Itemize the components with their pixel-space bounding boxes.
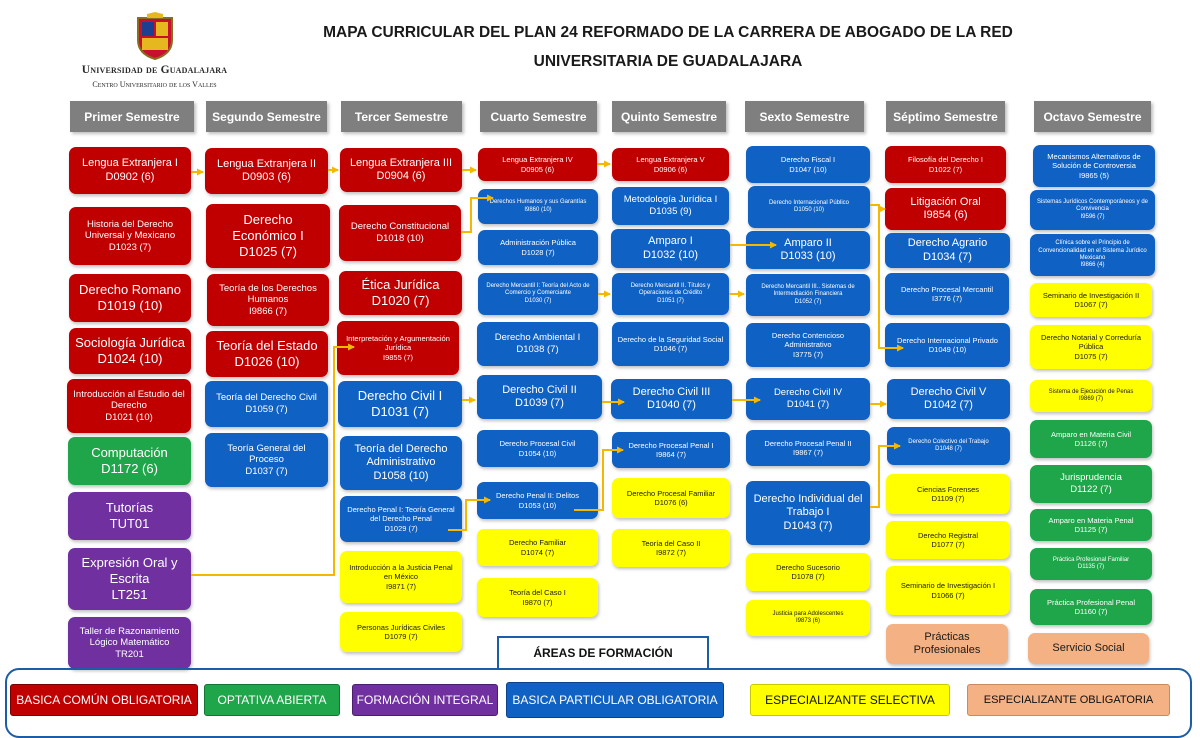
course-derecho-constitucional[interactable]: Derecho Constitucional D1018 (10) bbox=[339, 205, 461, 261]
course-derecho-civil-2[interactable]: Derecho Civil II D1039 (7) bbox=[477, 375, 602, 419]
legend-especializante-selectiva: ESPECIALIZANTE SELECTIVA bbox=[750, 684, 950, 716]
course-justicia-penal-mexico[interactable]: Introducción a la Justicia Penal en México I9871 (7) bbox=[340, 551, 462, 603]
course-derecho-penal-2[interactable]: Derecho Penal II: Delitos D1053 (10) bbox=[477, 482, 598, 519]
course-derecho-mercantil-2[interactable]: Derecho Mercantil II. Títulos y Operaciones de Crédito D1051 (7) bbox=[612, 273, 729, 315]
semester-header-3: Tercer Semestre bbox=[341, 101, 462, 132]
legend-formacion-integral: FORMACIÓN INTEGRAL bbox=[352, 684, 498, 716]
course-teoria-del-caso-2[interactable]: Teoría del Caso II I9872 (7) bbox=[612, 529, 730, 567]
semester-header-8: Octavo Semestre bbox=[1034, 101, 1151, 132]
course-teoria-del-caso-1[interactable]: Teoría del Caso I I9870 (7) bbox=[477, 578, 598, 617]
course-derecho-procesal-mercantil[interactable]: Derecho Procesal Mercantil I3776 (7) bbox=[885, 273, 1009, 315]
course-derecho-mercantil-3[interactable]: Derecho Mercantil III.. Sistemas de Intermediación Financiera D1052 (7) bbox=[746, 274, 870, 316]
course-ciencias-forenses[interactable]: Ciencias Forenses D1109 (7) bbox=[886, 474, 1010, 514]
course-lengua-extranjera-2[interactable]: Lengua Extranjera II D0903 (6) bbox=[205, 148, 328, 194]
course-derecho-notarial[interactable]: Derecho Notarial y Correduría Pública D1075 (7) bbox=[1030, 325, 1152, 369]
course-lengua-extranjera-1[interactable]: Lengua Extranjera I D0902 (6) bbox=[69, 147, 191, 194]
course-interpretacion-argumentacion[interactable]: Interpretación y Argumentación Jurídica I9855 (7) bbox=[337, 321, 459, 375]
course-mecanismos-alternativos[interactable]: Mecanismos Alternativos de Solución de Controversia I9865 (5) bbox=[1033, 145, 1155, 187]
course-introduccion-estudio-derecho[interactable]: Introducción al Estudio del Derecho D1021 (10) bbox=[67, 379, 191, 433]
course-seminario-investigacion-1[interactable]: Seminario de Investigación I D1066 (7) bbox=[886, 566, 1010, 615]
course-amparo-materia-penal[interactable]: Amparo en Materia Penal D1125 (7) bbox=[1030, 509, 1152, 541]
course-derecho-internacional-publico[interactable]: Derecho Internacional Público D1050 (10) bbox=[748, 186, 870, 228]
course-ejecucion-penas[interactable]: Sistema de Ejecución de Penas I9869 (7) bbox=[1030, 380, 1152, 412]
course-practicas-profesionales[interactable]: Prácticas Profesionales bbox=[886, 624, 1008, 664]
course-filosofia-derecho-1[interactable]: Filosofía del Derecho I D1022 (7) bbox=[885, 146, 1006, 183]
course-metodologia-juridica-1[interactable]: Metodología Jurídica I D1035 (9) bbox=[612, 187, 729, 225]
course-derecho-civil-4[interactable]: Derecho Civil IV D1041 (7) bbox=[746, 378, 870, 420]
course-practica-profesional-familiar[interactable]: Práctica Profesional Familiar D1135 (7) bbox=[1030, 548, 1152, 580]
legend-especializante-obligatoria: ESPECIALIZANTE OBLIGATORIA bbox=[967, 684, 1170, 716]
course-derecho-romano[interactable]: Derecho Romano D1019 (10) bbox=[69, 274, 191, 322]
course-lengua-extranjera-4[interactable]: Lengua Extranjera IV D0905 (6) bbox=[478, 148, 597, 181]
course-razonamiento-logico[interactable]: Taller de Razonamiento Lógico Matemático TR201 bbox=[68, 617, 191, 669]
course-derechos-humanos-garantias[interactable]: Derechos Humanos y sus Garantías I9860 (10) bbox=[478, 189, 598, 224]
page-title-line-1: MAPA CURRICULAR DEL PLAN 24 REFORMADO DE LA CARRERA DE ABOGADO DE LA RED bbox=[323, 24, 1013, 41]
semester-header-2: Segundo Semestre bbox=[206, 101, 327, 132]
course-derecho-procesal-civil[interactable]: Derecho Procesal Civil D1054 (10) bbox=[477, 430, 598, 467]
course-derecho-agrario[interactable]: Derecho Agrario D1034 (7) bbox=[885, 233, 1010, 268]
course-derecho-civil-3[interactable]: Derecho Civil III D1040 (7) bbox=[611, 379, 732, 419]
page-title-line-2: UNIVERSITARIA DE GUADALAJARA bbox=[533, 53, 803, 70]
legend-basica-comun-obligatoria: BASICA COMÚN OBLIGATORIA bbox=[10, 684, 198, 716]
course-teoria-derecho-civil[interactable]: Teoría del Derecho Civil D1059 (7) bbox=[205, 381, 328, 427]
semester-header-5: Quinto Semestre bbox=[612, 101, 726, 132]
course-servicio-social[interactable]: Servicio Social bbox=[1028, 633, 1149, 664]
course-teoria-derecho-administrativo[interactable]: Teoría del Derecho Administrativo D1058 (10) bbox=[340, 436, 462, 490]
course-derecho-procesal-penal-2[interactable]: Derecho Procesal Penal II I9867 (7) bbox=[746, 430, 870, 466]
course-teoria-del-estado[interactable]: Teoría del Estado D1026 (10) bbox=[206, 331, 328, 377]
course-derecho-sucesorio[interactable]: Derecho Sucesorio D1078 (7) bbox=[746, 553, 870, 591]
course-derecho-mercantil-1[interactable]: Derecho Mercantil I: Teoría del Acto de Comercio y Comerciante D1030 (7) bbox=[478, 273, 598, 315]
center-name: Centro Universitario de los Valles bbox=[92, 80, 217, 89]
course-personas-juridicas-civiles[interactable]: Personas Jurídicas Civiles D1079 (7) bbox=[340, 612, 462, 652]
course-teoria-general-proceso[interactable]: Teoría General del Proceso D1037 (7) bbox=[205, 433, 328, 487]
course-derecho-contencioso-administrativo[interactable]: Derecho Contencioso Administrativo I3775 (7) bbox=[746, 323, 870, 367]
course-justicia-adolescentes[interactable]: Justicia para Adolescentes I9873 (6) bbox=[746, 600, 870, 636]
course-derecho-civil-1[interactable]: Derecho Civil I D1031 (7) bbox=[338, 381, 462, 427]
university-logo bbox=[72, 8, 237, 92]
course-sociologia-juridica[interactable]: Sociología Jurídica D1024 (10) bbox=[69, 328, 191, 374]
course-tutorias[interactable]: Tutorías TUT01 bbox=[68, 492, 191, 540]
course-litigacion-oral[interactable]: Litigación Oral I9854 (6) bbox=[885, 188, 1006, 230]
course-amparo-2[interactable]: Amparo II D1033 (10) bbox=[746, 231, 870, 269]
legend-basica-particular-obligatoria: BASICA PARTICULAR OBLIGATORIA bbox=[506, 682, 724, 718]
course-amparo-materia-civil[interactable]: Amparo en Materia Civil D1126 (7) bbox=[1030, 420, 1152, 458]
course-expresion-oral-escrita[interactable]: Expresión Oral y Escrita LT251 bbox=[68, 548, 191, 610]
course-derecho-civil-5[interactable]: Derecho Civil V D1042 (7) bbox=[887, 379, 1010, 419]
course-amparo-1[interactable]: Amparo I D1032 (10) bbox=[611, 229, 730, 268]
legend-optativa-abierta: OPTATIVA ABIERTA bbox=[204, 684, 340, 716]
course-lengua-extranjera-5[interactable]: Lengua Extranjera V D0906 (6) bbox=[612, 148, 729, 181]
course-derecho-ambiental-1[interactable]: Derecho Ambiental I D1038 (7) bbox=[477, 322, 598, 366]
course-sistemas-juridicos-contemporaneos[interactable]: Sistemas Jurídicos Contemporáneos y de Convivencia I9596 (7) bbox=[1030, 190, 1155, 230]
semester-header-1: Primer Semestre bbox=[70, 101, 194, 132]
course-derecho-individual-trabajo-1[interactable]: Derecho Individual del Trabajo I D1043 (7) bbox=[746, 481, 870, 545]
course-derecho-procesal-familiar[interactable]: Derecho Procesal Familiar D1076 (6) bbox=[612, 478, 730, 518]
course-lengua-extranjera-3[interactable]: Lengua Extranjera III D0904 (6) bbox=[340, 148, 462, 192]
course-derecho-penal-1[interactable]: Derecho Penal I: Teoría General del Derecho Penal D1029 (7) bbox=[340, 496, 462, 542]
course-practica-profesional-penal[interactable]: Práctica Profesional Penal D1160 (7) bbox=[1030, 589, 1152, 625]
course-computacion[interactable]: Computación D1172 (6) bbox=[68, 437, 191, 485]
semester-header-4: Cuarto Semestre bbox=[480, 101, 597, 132]
course-etica-juridica[interactable]: Ética Jurídica D1020 (7) bbox=[339, 271, 462, 315]
course-seminario-investigacion-2[interactable]: Seminario de Investigación II D1067 (7) bbox=[1030, 283, 1152, 317]
university-name: Universidad de Guadalajara bbox=[81, 64, 228, 76]
areas-legend-title: ÁREAS DE FORMACIÓN bbox=[497, 636, 709, 668]
course-derecho-procesal-penal-1[interactable]: Derecho Procesal Penal I I9864 (7) bbox=[612, 432, 730, 468]
semester-header-6: Sexto Semestre bbox=[745, 101, 864, 132]
course-derecho-fiscal-1[interactable]: Derecho Fiscal I D1047 (10) bbox=[746, 146, 870, 183]
course-clinica-convencionalidad[interactable]: Clínica sobre el Principio de Convencionalidad en el Sistema Jurídico Mexicano I9866 (4) bbox=[1030, 234, 1155, 276]
course-derecho-familiar[interactable]: Derecho Familiar D1074 (7) bbox=[477, 529, 598, 566]
course-teoria-derechos-humanos[interactable]: Teoría de los Derechos Humanos I9866 (7) bbox=[207, 274, 329, 326]
course-administracion-publica[interactable]: Administración Pública D1028 (7) bbox=[478, 230, 598, 265]
course-derecho-seguridad-social[interactable]: Derecho de la Seguridad Social D1046 (7) bbox=[612, 322, 729, 366]
course-derecho-colectivo-trabajo[interactable]: Derecho Colectivo del Trabajo D1048 (7) bbox=[887, 427, 1010, 465]
course-jurisprudencia[interactable]: Jurisprudencia D1122 (7) bbox=[1030, 465, 1152, 503]
course-historia-derecho[interactable]: Historia del Derecho Universal y Mexicano D1023 (7) bbox=[69, 207, 191, 265]
course-derecho-economico-1[interactable]: Derecho Económico I D1025 (7) bbox=[206, 204, 330, 268]
course-derecho-registral[interactable]: Derecho Registral D1077 (7) bbox=[886, 521, 1010, 559]
course-derecho-internacional-privado[interactable]: Derecho Internacional Privado D1049 (10) bbox=[885, 323, 1010, 367]
semester-header-7: Séptimo Semestre bbox=[886, 101, 1005, 132]
university-crest-icon bbox=[132, 12, 178, 60]
